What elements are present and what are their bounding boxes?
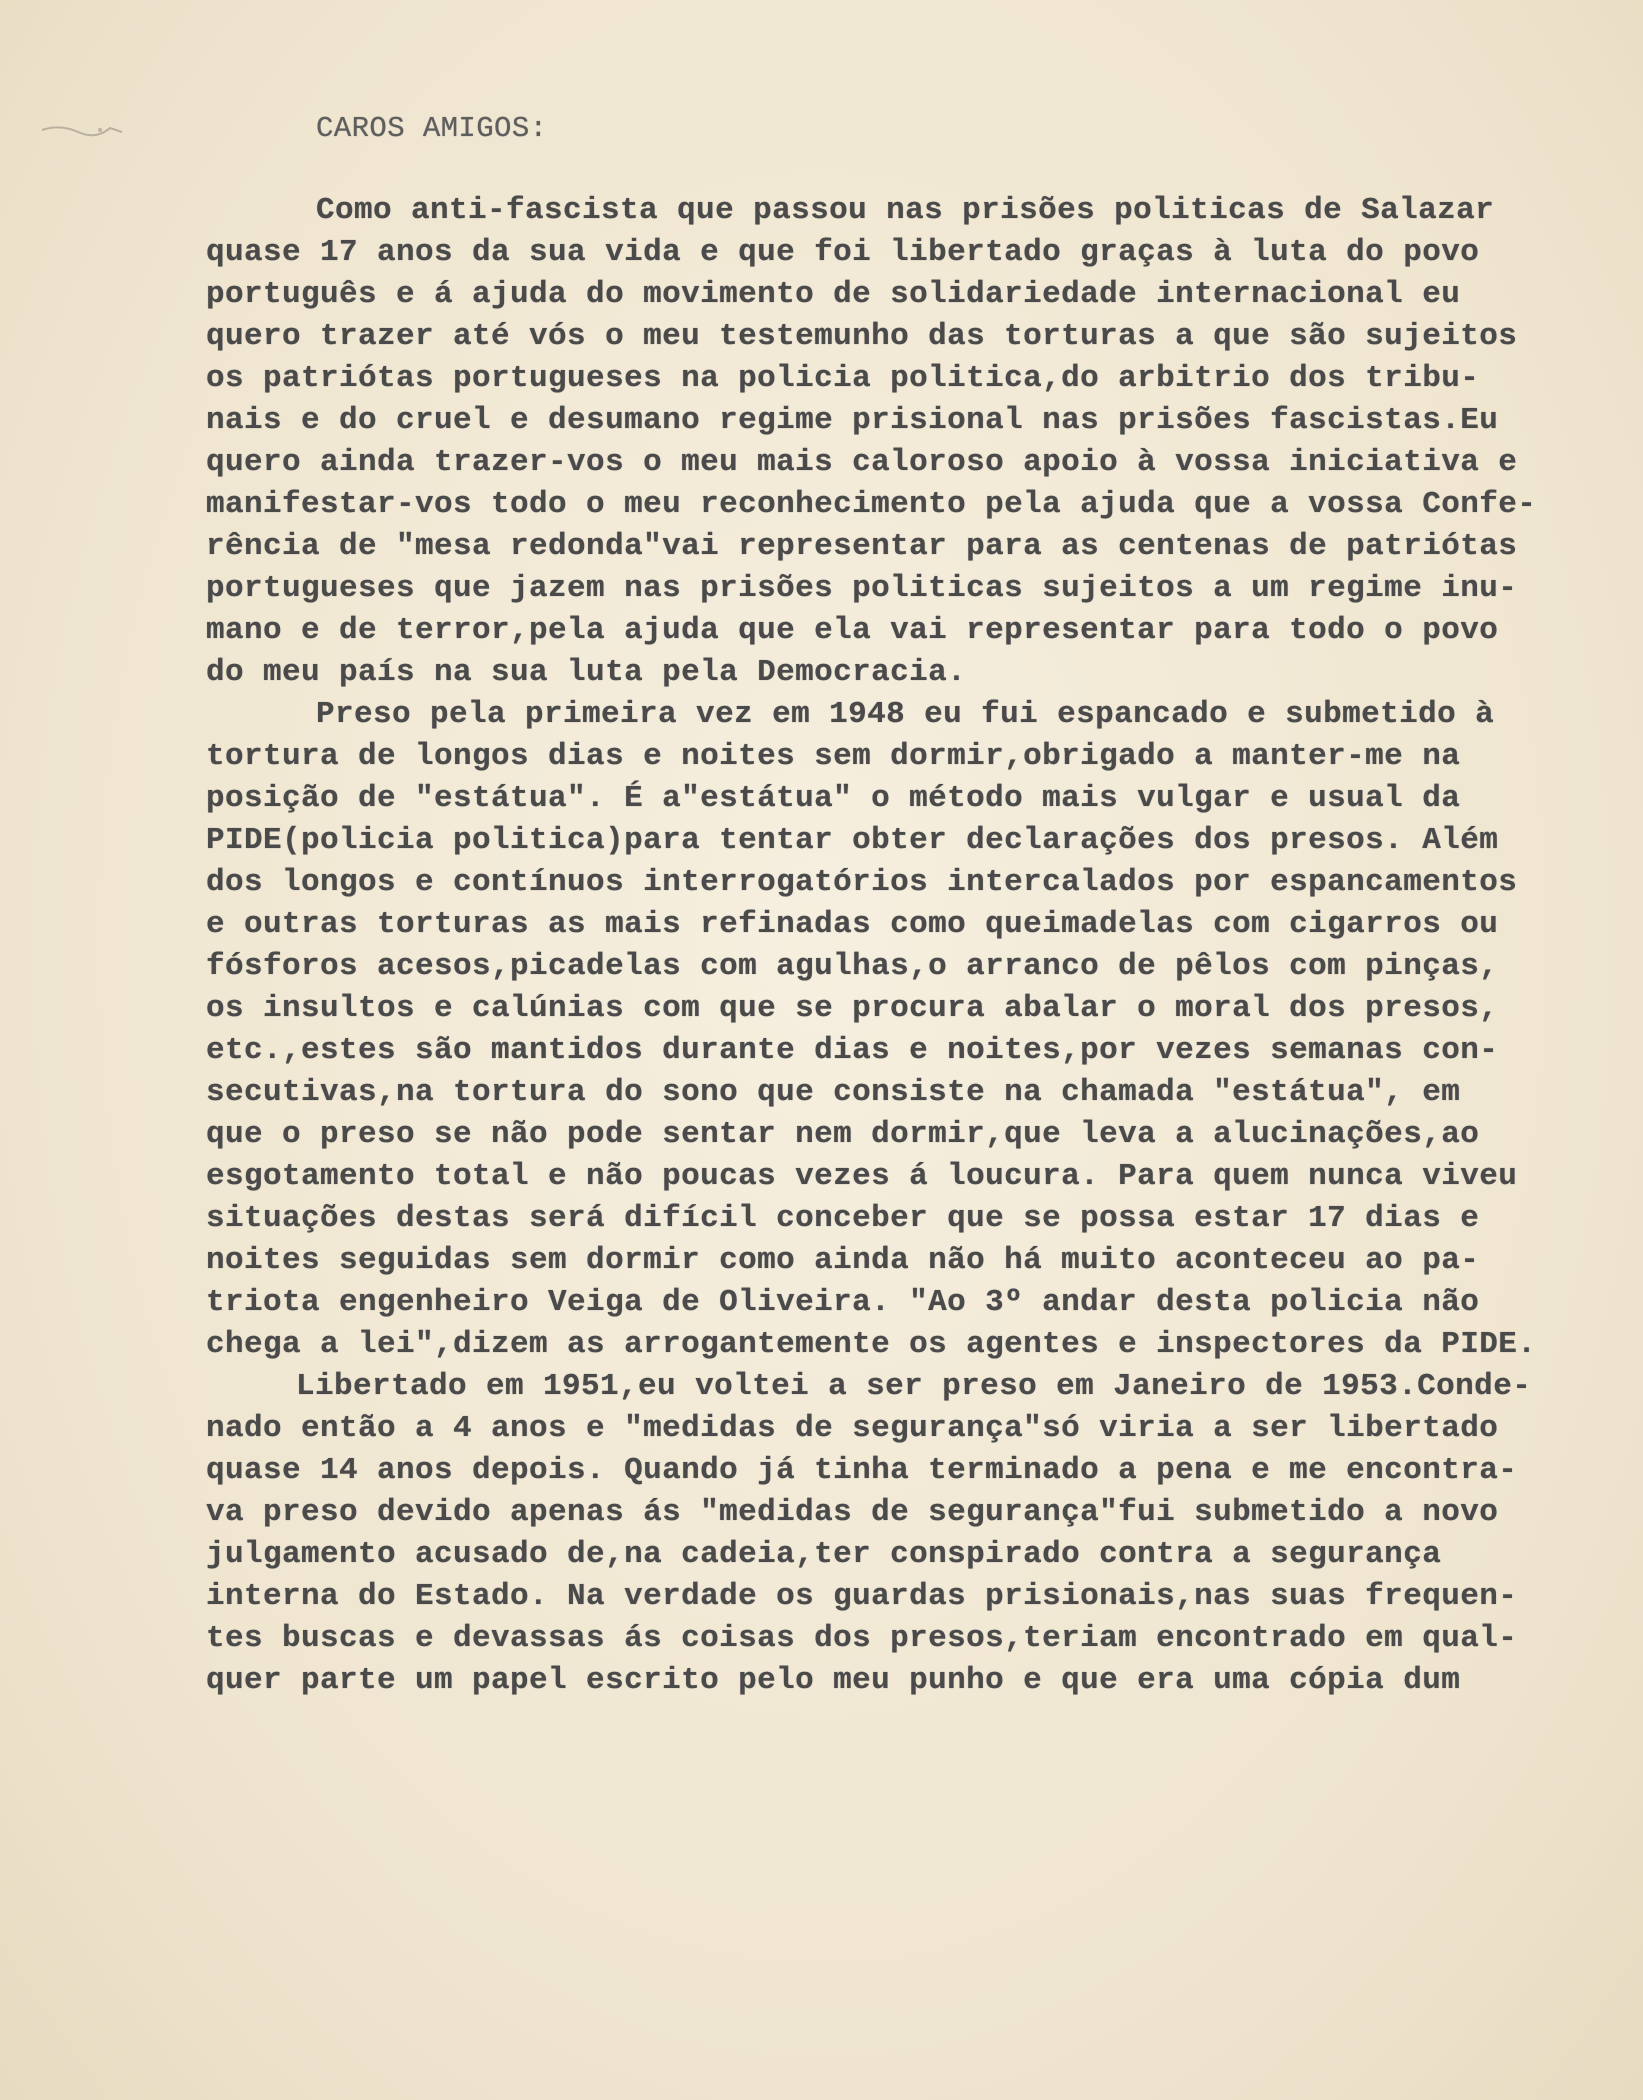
body-line: etc.,estes são mantidos durante dias e noites,por vezes semanas con- [206,1033,1499,1068]
body-line: interna do Estado. Na verdade os guardas prisionais,nas suas frequen- [206,1579,1518,1614]
body-line: Como anti-fascista que passou nas prisões politicas de Salazar [316,193,1495,228]
body-line: os insultos e calúnias com que se procura abalar o moral dos presos, [206,991,1499,1026]
body-line: e outras torturas as mais refinadas como queimadelas com cigarros ou [206,907,1499,942]
body-line: manifestar-vos todo o meu reconhecimento pela ajuda que a vossa Confe- [206,487,1537,522]
body-line: que o preso se não pode sentar nem dormir,que leva a alucinações,ao [206,1117,1480,1152]
body-line: rência de "mesa redonda"vai representar para as centenas de patriótas [206,529,1518,564]
body-line: Preso pela primeira vez em 1948 eu fui espancado e submetido à [316,697,1495,732]
body-line: quero trazer até vós o meu testemunho das torturas a que são sujeitos [206,319,1518,354]
body-line: quero ainda trazer-vos o meu mais caloroso apoio à vossa iniciativa e [206,445,1518,480]
body-line: mano e de terror,pela ajuda que ela vai representar para todo o povo [206,613,1499,648]
body-line: do meu país na sua luta pela Democracia. [206,655,967,690]
body-line: os patriótas portugueses na policia politica,do arbitrio dos tribu- [206,361,1480,396]
body-line: português e á ajuda do movimento de solidariedade internacional eu [206,277,1461,312]
body-line: nado então a 4 anos e "medidas de segurança"só viria a ser libertado [206,1411,1499,1446]
body-line: fósforos acesos,picadelas com agulhas,o arranco de pêlos com pinças, [206,949,1499,984]
body-line: nais e do cruel e desumano regime prisional nas prisões fascistas.Eu [206,403,1499,438]
body-line: Libertado em 1951,eu voltei a ser preso em Janeiro de 1953.Conde- [296,1369,1532,1404]
body-line: julgamento acusado de,na cadeia,ter conspirado contra a segurança [206,1537,1442,1572]
body-line: secutivas,na tortura do sono que consiste na chamada "estátua", em [206,1075,1461,1110]
body-line: tortura de longos dias e noites sem dormir,obrigado a manter-me na [206,739,1461,774]
body-line: PIDE(policia politica)para tentar obter declarações dos presos. Além [206,823,1499,858]
body-line: dos longos e contínuos interrogatórios intercalados por espancamentos [206,865,1518,900]
body-line: esgotamento total e não poucas vezes á loucura. Para quem nunca viveu [206,1159,1518,1194]
body-line: portugueses que jazem nas prisões politicas sujeitos a um regime inu- [206,571,1518,606]
body-line: quase 17 anos da sua vida e que foi libertado graças à luta do povo [206,235,1480,270]
body-line: tes buscas e devassas ás coisas dos presos,teriam encontrado em qual- [206,1621,1518,1656]
body-line: chega a lei",dizem as arrogantemente os agentes e inspectores da PIDE. [206,1327,1537,1362]
body-line: posição de "estátua". É a"estátua" o método mais vulgar e usual da [206,781,1461,816]
salutation: CAROS AMIGOS: [316,112,548,145]
body-line: noites seguidas sem dormir como ainda não há muito aconteceu ao pa- [206,1243,1480,1278]
body-line: quer parte um papel escrito pelo meu punho e que era uma cópia dum [206,1663,1461,1698]
body-line: quase 14 anos depois. Quando já tinha terminado a pena e me encontra- [206,1453,1518,1488]
body-line: situações destas será difícil conceber que se possa estar 17 dias e [206,1201,1480,1236]
body-line: va preso devido apenas ás "medidas de segurança"fui submetido a novo [206,1495,1499,1530]
body-line: triota engenheiro Veiga de Oliveira. "Ao 3º andar desta policia não [206,1285,1480,1320]
